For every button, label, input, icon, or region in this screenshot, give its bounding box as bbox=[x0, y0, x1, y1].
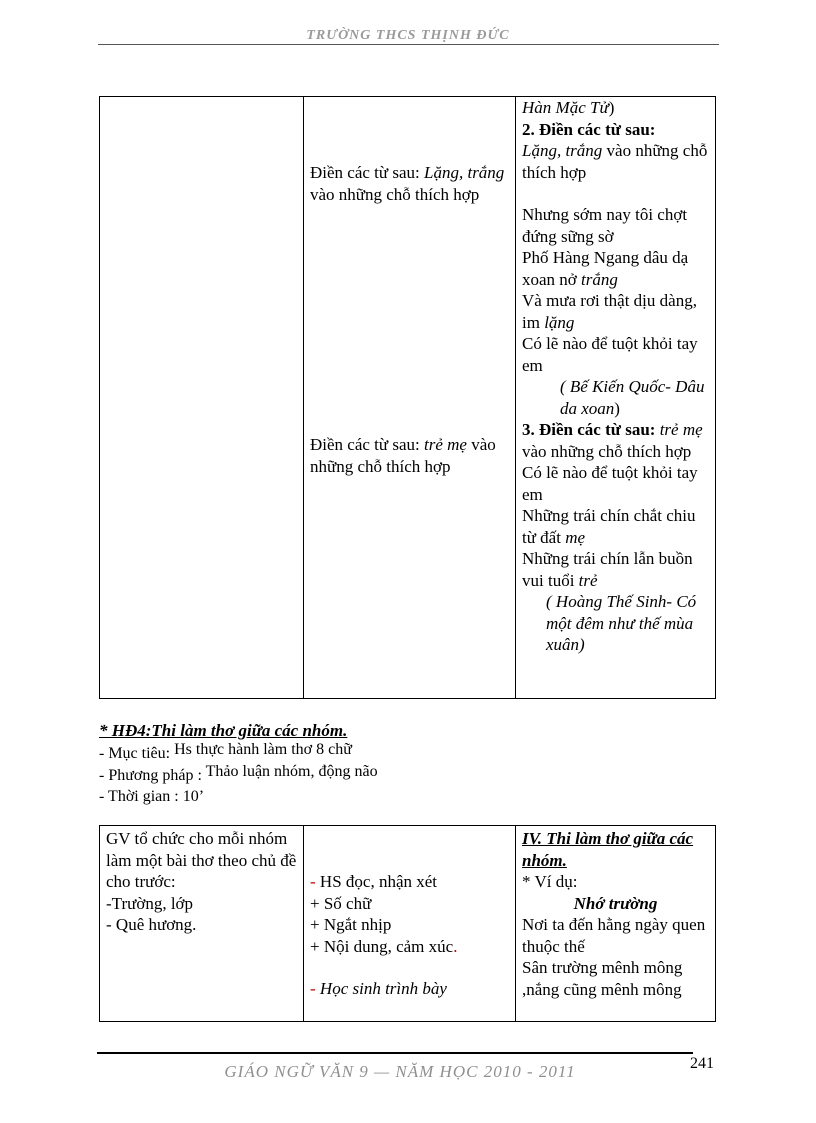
poem-line: Những trái chín chắt chiu từ đất mẹ bbox=[522, 506, 696, 547]
example-label: * Ví dụ: bbox=[522, 872, 578, 891]
page-number: 241 bbox=[690, 1055, 714, 1072]
section-title: * HĐ4:Thi làm thơ giữa các nhóm. bbox=[99, 721, 348, 740]
poem-line: Và mưa rơi thật dịu dàng, im lặng bbox=[522, 291, 697, 332]
list-item: -Trường, lớp bbox=[106, 893, 194, 913]
task-3-heading: 3. Điền các từ sau: trẻ mẹ vào những chỗ thích hợp bbox=[522, 420, 703, 461]
list-item: + Ngắt nhịp bbox=[310, 915, 392, 934]
page-header-title: TRƯỜNG THCS THỊNH ĐỨC bbox=[306, 28, 510, 43]
section-iv-heading: IV. Thi làm thơ giữa các nhóm. bbox=[522, 829, 694, 870]
t1-col2-cell bbox=[304, 97, 516, 699]
t1-col1-cell bbox=[100, 97, 304, 699]
list-item: GV tổ chức cho mỗi nhóm làm một bài thơ theo chủ đề cho trước: bbox=[106, 829, 297, 891]
poem-title: Nhớ trường bbox=[573, 893, 658, 913]
task-2-instruction: Lặng, trắng vào những chỗ thích hợp bbox=[522, 141, 708, 182]
top-citation: Hàn Mặc Tử) bbox=[522, 98, 615, 117]
citation-3: ( Hoàng Thế Sinh- Có một đêm như thế mùa xuân) bbox=[546, 592, 697, 654]
poem-2 bbox=[522, 204, 709, 376]
time-line: - Thời gian : 10’ bbox=[99, 788, 205, 805]
t2-col2-items bbox=[310, 893, 509, 958]
task-2-heading: 2. Điền các từ sau: bbox=[522, 119, 656, 139]
poem-line: Có lẽ nào để tuột khỏi tay em bbox=[522, 334, 698, 375]
header-rule bbox=[98, 44, 719, 45]
example-poem bbox=[522, 914, 709, 1000]
poem-line: Phố Hàng Ngang dâu dạ xoan nở trắng bbox=[522, 248, 689, 289]
poem-3 bbox=[522, 462, 709, 591]
poem-line: Nhưng sớm nay tôi chợt đứng sững sờ bbox=[522, 205, 688, 246]
poem-line: Những trái chín lẫn buồn vui tuổi trẻ bbox=[522, 549, 693, 590]
footer-rule bbox=[97, 1052, 693, 1054]
t1-col2-instruction-1: Điền các từ sau: Lặng, trắng vào những chỗ thích hợp bbox=[310, 163, 505, 204]
t2-col2-cell bbox=[304, 826, 516, 1022]
citation-2: ( Bế Kiến Quốc- Dâu da xoan) bbox=[560, 377, 705, 418]
t2-col3-cell bbox=[516, 826, 716, 1022]
list-item: + Số chữ bbox=[310, 893, 372, 913]
t2-col1-content bbox=[106, 828, 297, 936]
t1-col3-cell bbox=[516, 97, 716, 699]
list-item: Sân trường mênh mông ,nắng cũng mênh mông bbox=[522, 958, 683, 999]
method-line: - Phương pháp : Thảo luận nhóm, động não bbox=[99, 763, 378, 784]
t2-col2-first: - HS đọc, nhận xét bbox=[310, 872, 438, 891]
poem-line: Có lẽ nào để tuột khỏi tay em bbox=[522, 463, 698, 504]
list-item: - Quê hương. bbox=[106, 915, 197, 934]
lesson-table-2 bbox=[99, 825, 716, 1022]
t2-col1-cell bbox=[100, 826, 304, 1022]
t2-col2-last: - Học sinh trình bày bbox=[310, 979, 447, 998]
lesson-table-1 bbox=[99, 96, 716, 699]
footer-title: GIÁO NGỮ VĂN 9 — NĂM HỌC 2010 - 2011 bbox=[224, 1062, 576, 1081]
objective-line: - Mục tiêu: Hs thực hành làm thơ 8 chữ bbox=[99, 741, 352, 762]
list-item: + Nội dung, cảm xúc. bbox=[310, 936, 458, 956]
list-item: Nơi ta đến hằng ngày quen thuộc thế bbox=[522, 915, 706, 956]
t1-col2-instruction-2: Điền các từ sau: trẻ mẹ vào những chỗ thích hợp bbox=[310, 435, 496, 476]
